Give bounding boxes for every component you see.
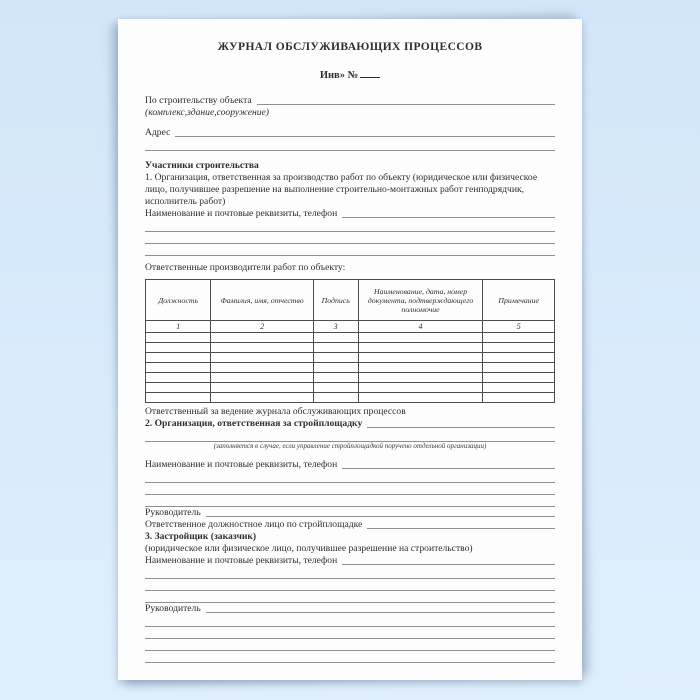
table-empty-row: [146, 353, 555, 363]
producers-table-body: [146, 280, 555, 403]
site-official-label: Ответственное должностное лицо по стройплощадке: [145, 519, 363, 530]
object-label: По строительству объекта: [145, 95, 252, 106]
column-header: Фамилия, имя, отчество: [211, 280, 313, 321]
blank-line: [145, 591, 555, 603]
blank-line: [145, 579, 555, 591]
column-number: 2: [211, 321, 313, 333]
producers-table: [145, 279, 555, 403]
document-page: [118, 19, 582, 680]
table-empty-cell: [146, 343, 211, 353]
table-empty-row: [146, 343, 555, 353]
field-object: [145, 95, 555, 107]
table-empty-cell: [483, 363, 555, 373]
object-hint: (комплекс,здание,сооружение): [145, 107, 269, 118]
table-empty-cell: [146, 383, 211, 393]
field-head-2: [145, 507, 555, 519]
head-write-line: [206, 507, 555, 517]
requisites-write-line: [342, 459, 555, 469]
table-empty-cell: [483, 383, 555, 393]
requisites-write-line: [342, 555, 555, 565]
table-empty-cell: [313, 363, 358, 373]
table-empty-cell: [146, 333, 211, 343]
table-empty-row: [146, 383, 555, 393]
section2-write-line: [367, 418, 555, 428]
participants-item1-text: 1. Организация, ответственная за производство работ по объекту (юридическое или физическое лицо, получившее разрешение на выполнение строительно-монтажных работ генподрядчик, исполнитель работ): [145, 172, 538, 207]
table-empty-cell: [211, 333, 313, 343]
blank-line: [145, 430, 555, 442]
table-empty-cell: [358, 353, 483, 363]
site-official-write-line: [367, 519, 555, 529]
table-empty-cell: [358, 383, 483, 393]
table-empty-cell: [313, 373, 358, 383]
producers-table-caption: Ответственные производители работ по объекту:: [145, 262, 346, 273]
table-empty-row: [146, 373, 555, 383]
table-empty-cell: [313, 353, 358, 363]
table-empty-cell: [211, 363, 313, 373]
table-header-row: [146, 280, 555, 321]
blank-line: [145, 567, 555, 579]
blank-line: [145, 220, 555, 232]
inventory-number-line: [145, 68, 555, 82]
address-write-line: [175, 127, 555, 137]
table-number-row: [146, 321, 555, 333]
column-number: 5: [483, 321, 555, 333]
table-empty-cell: [146, 393, 211, 403]
table-empty-row: [146, 363, 555, 373]
blank-line: [145, 139, 555, 151]
blank-line: [145, 483, 555, 495]
section3-hint: (юридическое или физическое лицо, получившее разрешение на строительство): [145, 543, 473, 554]
table-empty-cell: [358, 343, 483, 353]
requisites-label: Наименование и почтовые реквизиты, телефон: [145, 555, 338, 566]
table-empty-row: [146, 333, 555, 343]
table-empty-cell: [146, 353, 211, 363]
blank-line: [145, 615, 555, 627]
column-header: Наименование, дата, номер документа, подтверждающего полномочие: [358, 280, 483, 321]
field-address: [145, 127, 555, 139]
table-empty-cell: [146, 373, 211, 383]
journal-keeper-label: Ответственный за ведение журнала обслуживающих процессов: [145, 406, 406, 417]
column-number: 4: [358, 321, 483, 333]
table-empty-cell: [358, 333, 483, 343]
table-empty-cell: [211, 343, 313, 353]
table-empty-cell: [358, 393, 483, 403]
blank-line: [145, 244, 555, 256]
head-label: Руководитель: [145, 507, 201, 518]
head-label: Руководитель: [145, 603, 201, 614]
field-head-3: [145, 603, 555, 615]
requisites-label: Наименование и почтовые реквизиты, телефон: [145, 208, 338, 219]
section2-note: (заполняется в случае, если управление стройплощадкой поручено отдельной организации): [213, 442, 487, 450]
blank-line: [145, 232, 555, 244]
table-empty-cell: [211, 353, 313, 363]
head-write-line: [206, 603, 555, 613]
table-empty-cell: [358, 373, 483, 383]
blank-line: [145, 471, 555, 483]
column-number: 1: [146, 321, 211, 333]
table-empty-cell: [483, 333, 555, 343]
table-empty-cell: [313, 333, 358, 343]
address-label: Адрес: [145, 127, 171, 138]
document-title: ЖУРНАЛ ОБСЛУЖИВАЮЩИХ ПРОЦЕССОВ: [217, 41, 483, 53]
table-empty-cell: [313, 393, 358, 403]
table-empty-cell: [483, 353, 555, 363]
column-header: Подпись: [313, 280, 358, 321]
field-section2: [145, 418, 555, 430]
requisites-label: Наименование и почтовые реквизиты, телефон: [145, 459, 338, 470]
blank-line: [145, 627, 555, 639]
table-empty-cell: [358, 363, 483, 373]
requisites-write-line: [342, 208, 555, 218]
column-number: 3: [313, 321, 358, 333]
field-requisites-3: [145, 555, 555, 567]
column-header: Должность: [146, 280, 211, 321]
table-empty-cell: [313, 383, 358, 393]
table-empty-cell: [483, 393, 555, 403]
field-requisites-1: [145, 208, 555, 220]
table-empty-cell: [146, 363, 211, 373]
section2-label: 2. Организация, ответственная за стройплощадку: [145, 418, 363, 429]
field-requisites-2: [145, 459, 555, 471]
table-empty-cell: [211, 393, 313, 403]
table-empty-cell: [211, 373, 313, 383]
table-empty-cell: [211, 383, 313, 393]
table-empty-cell: [483, 373, 555, 383]
blank-line: [145, 651, 555, 663]
object-write-line: [257, 95, 555, 105]
inventory-blank: [360, 68, 380, 78]
table-empty-cell: [313, 343, 358, 353]
section3-label: 3. Застройщик (заказчик): [145, 531, 257, 542]
field-site-official: [145, 519, 555, 531]
table-empty-row: [146, 393, 555, 403]
participants-heading: Участники строительства: [145, 160, 259, 171]
blank-line: [145, 639, 555, 651]
inventory-label: Инв» №: [319, 70, 359, 81]
column-header: Примечание: [483, 280, 555, 321]
blank-line: [145, 495, 555, 507]
table-empty-cell: [483, 343, 555, 353]
